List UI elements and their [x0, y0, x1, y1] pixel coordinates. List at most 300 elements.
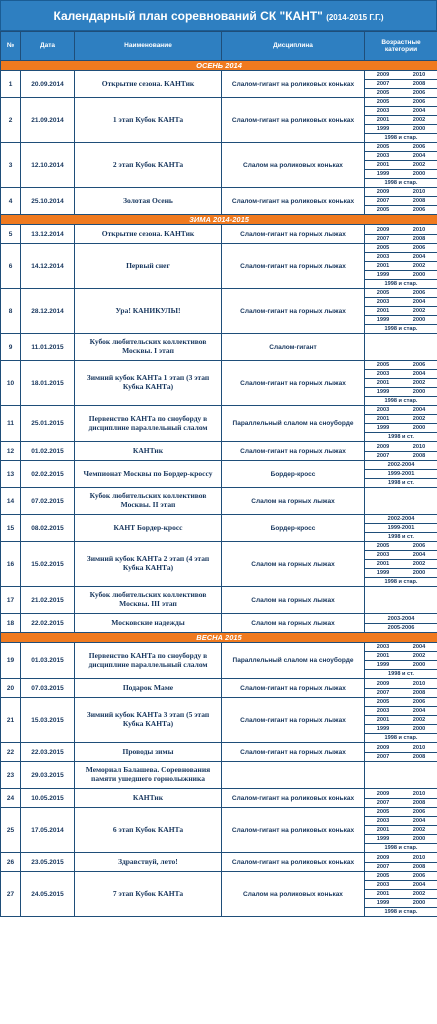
event-date: 22.03.2015 — [21, 743, 75, 762]
event-name: Мемориал Балашева. Соревнования памяти ушедшего горнолыжника — [75, 762, 222, 789]
age-value: 2002-2004 — [387, 516, 415, 522]
event-ages — [365, 334, 437, 361]
season-label: ЗИМА 2014-2015 — [1, 215, 437, 225]
event-ages — [365, 244, 437, 289]
season-label: ОСЕНЬ 2014 — [1, 61, 437, 71]
age-value: 2003 — [376, 818, 390, 824]
event-ages — [365, 442, 437, 461]
age-row — [365, 643, 437, 652]
age-value: 1999-2001 — [387, 525, 415, 531]
age-row — [365, 443, 437, 452]
age-value: 2000 — [412, 836, 426, 842]
age-value: 2000 — [412, 389, 426, 395]
age-value: 2000 — [412, 662, 426, 668]
season-row — [1, 215, 437, 225]
age-row — [365, 280, 437, 288]
age-value: 2003 — [376, 882, 390, 888]
age-row — [365, 179, 437, 187]
event-ages — [365, 98, 437, 143]
age-row — [365, 298, 437, 307]
age-value: 2005-2006 — [387, 624, 415, 631]
age-value: 2004 — [412, 552, 426, 558]
age-row — [365, 206, 437, 214]
age-value: 2000 — [412, 900, 426, 906]
event-ages — [365, 679, 437, 698]
age-value: 2006 — [412, 699, 426, 705]
age-value: 2003 — [376, 299, 390, 305]
age-value: 2002 — [412, 263, 426, 269]
age-row — [365, 253, 437, 262]
age-value: 2008 — [412, 863, 426, 870]
age-value: 2002 — [412, 561, 426, 567]
age-row — [365, 652, 437, 661]
event-discipline: Слалом-гигант на горных лыжах — [222, 289, 365, 334]
event-date: 17.05.2014 — [21, 808, 75, 853]
event-discipline: Слалом-гигант на роликовых коньках — [222, 853, 365, 872]
age-value: 2009 — [376, 680, 390, 687]
event-num: 18 — [1, 614, 21, 633]
event-discipline: Слалом на роликовых коньках — [222, 143, 365, 188]
event-num: 26 — [1, 853, 21, 872]
age-row — [365, 790, 437, 799]
age-row — [365, 89, 437, 97]
event-discipline: Слалом-гигант на горных лыжах — [222, 225, 365, 244]
age-value: 2009 — [376, 189, 390, 195]
age-value: 2002 — [412, 117, 426, 123]
age-value: 2010 — [412, 189, 426, 195]
age-value: 1998 и стар. — [384, 845, 418, 851]
age-row — [365, 624, 437, 632]
event-ages — [365, 461, 437, 488]
event-date: 21.02.2015 — [21, 587, 75, 614]
event-discipline: Бордер-кросс — [222, 461, 365, 488]
age-value: 2010 — [412, 790, 426, 797]
age-value: 2001 — [376, 308, 390, 314]
age-row — [365, 379, 437, 388]
age-row — [365, 515, 437, 524]
age-value: 2004 — [412, 708, 426, 714]
age-value: 1998 и стар. — [384, 735, 418, 741]
age-value: 2007 — [376, 799, 390, 806]
age-value: 1999 — [376, 272, 390, 278]
event-row — [1, 743, 437, 762]
page-title — [0, 0, 437, 31]
age-row — [365, 908, 437, 916]
event-num: 21 — [1, 698, 21, 743]
age-row — [365, 551, 437, 560]
age-value: 2006 — [412, 144, 426, 150]
event-date: 11.01.2015 — [21, 334, 75, 361]
event-row — [1, 334, 437, 361]
event-name: Кубок любительских коллективов Москвы. I этап — [75, 334, 222, 361]
age-value: 2001 — [376, 162, 390, 168]
season-label: ВЕСНА 2015 — [1, 633, 437, 643]
event-date: 25.10.2014 — [21, 188, 75, 215]
age-value: 2000 — [412, 272, 426, 278]
event-num: 11 — [1, 406, 21, 442]
age-value: 2004 — [412, 299, 426, 305]
age-row — [365, 235, 437, 243]
event-date: 08.02.2015 — [21, 515, 75, 542]
age-row — [365, 854, 437, 863]
age-value: 2008 — [412, 198, 426, 204]
age-value: 1998 и ст. — [388, 534, 414, 540]
event-discipline: Слалом-гигант на горных лыжах — [222, 743, 365, 762]
event-date: 02.02.2015 — [21, 461, 75, 488]
age-value: 2001 — [376, 263, 390, 269]
event-name: КАНТ Бордер-кросс — [75, 515, 222, 542]
age-row — [365, 670, 437, 678]
age-value: 2005 — [376, 245, 390, 251]
event-date: 22.02.2015 — [21, 614, 75, 633]
age-row — [365, 826, 437, 835]
age-value: 1998 и стар. — [384, 398, 418, 404]
age-row — [365, 863, 437, 871]
age-row — [365, 744, 437, 753]
event-date: 28.12.2014 — [21, 289, 75, 334]
event-ages — [365, 289, 437, 334]
age-value: 2010 — [412, 226, 426, 233]
age-value: 2004 — [412, 818, 426, 824]
age-value: 2007 — [376, 689, 390, 696]
age-row — [365, 316, 437, 325]
event-ages — [365, 872, 437, 917]
age-value: 2009 — [376, 744, 390, 751]
age-value: 2005 — [376, 207, 390, 213]
age-value: 2002 — [412, 416, 426, 422]
age-value: 1999 — [376, 317, 390, 323]
age-value: 2009 — [376, 790, 390, 797]
age-row — [365, 71, 437, 80]
age-value: 2000 — [412, 171, 426, 177]
age-value: 2007 — [376, 753, 390, 760]
event-name: Чемпионат Москвы по Бордер-кроссу — [75, 461, 222, 488]
age-value: 2006 — [412, 873, 426, 879]
event-date: 29.03.2015 — [21, 762, 75, 789]
event-discipline: Слалом-гигант на горных лыжах — [222, 698, 365, 743]
age-row — [365, 524, 437, 533]
age-value: 2003 — [376, 552, 390, 558]
age-row — [365, 325, 437, 333]
age-value: 1999 — [376, 900, 390, 906]
age-value: 2006 — [412, 362, 426, 368]
age-value: 2010 — [412, 443, 426, 450]
event-row — [1, 808, 437, 853]
age-row — [365, 689, 437, 697]
event-ages — [365, 789, 437, 808]
age-value: 2003 — [376, 254, 390, 260]
event-ages — [365, 188, 437, 215]
age-row — [365, 844, 437, 852]
age-row — [365, 734, 437, 742]
age-value: 2003 — [376, 108, 390, 114]
age-row — [365, 415, 437, 424]
event-row — [1, 762, 437, 789]
event-num: 4 — [1, 188, 21, 215]
age-value: 2003 — [376, 371, 390, 377]
age-row — [365, 817, 437, 826]
age-row — [365, 470, 437, 479]
age-row — [365, 134, 437, 142]
event-row — [1, 71, 437, 98]
event-name: Зимний кубок КАНТа 3 этап (5 этап Кубка КАНТа) — [75, 698, 222, 743]
age-value: 2003-2004 — [387, 615, 415, 622]
event-ages — [365, 614, 437, 633]
age-row — [365, 707, 437, 716]
age-value: 2006 — [412, 245, 426, 251]
schedule-table — [0, 31, 437, 917]
event-discipline: Слалом-гигант на горных лыжах — [222, 244, 365, 289]
event-discipline: Слалом-гигант на роликовых коньках — [222, 808, 365, 853]
event-ages — [365, 406, 437, 442]
age-value: 1999 — [376, 726, 390, 732]
event-date: 01.03.2015 — [21, 643, 75, 679]
age-value: 1998 и ст. — [388, 434, 414, 440]
event-num: 17 — [1, 587, 21, 614]
event-num: 25 — [1, 808, 21, 853]
event-date: 07.02.2015 — [21, 488, 75, 515]
event-discipline: Слалом на горных лыжах — [222, 488, 365, 515]
age-value: 2006 — [412, 99, 426, 105]
age-value: 2010 — [412, 744, 426, 751]
event-row — [1, 853, 437, 872]
event-num: 12 — [1, 442, 21, 461]
event-date: 18.01.2015 — [21, 361, 75, 406]
event-row — [1, 143, 437, 188]
age-row — [365, 461, 437, 470]
event-ages — [365, 762, 437, 789]
age-row — [365, 725, 437, 734]
event-row — [1, 488, 437, 515]
event-date: 14.12.2014 — [21, 244, 75, 289]
event-discipline: Слалом на горных лыжах — [222, 614, 365, 633]
age-value: 2010 — [412, 72, 426, 78]
age-value: 2005 — [376, 699, 390, 705]
event-num: 24 — [1, 789, 21, 808]
age-value: 2008 — [412, 799, 426, 806]
event-discipline: Слалом-гигант на роликовых коньках — [222, 98, 365, 143]
event-ages — [365, 743, 437, 762]
age-row — [365, 698, 437, 707]
age-value: 2005 — [376, 543, 390, 549]
age-value: 2001 — [376, 416, 390, 422]
age-row — [365, 578, 437, 586]
age-value: 2006 — [412, 90, 426, 96]
event-row — [1, 98, 437, 143]
age-value: 2008 — [412, 235, 426, 242]
event-discipline: Слалом на горных лыжах — [222, 542, 365, 587]
age-row — [365, 808, 437, 817]
title-years: (2014-2015 Г.Г.) — [326, 13, 384, 22]
event-num: 22 — [1, 743, 21, 762]
event-row — [1, 361, 437, 406]
event-name: Открытие сезона. КАНТик — [75, 225, 222, 244]
age-row — [365, 433, 437, 441]
event-date: 10.05.2015 — [21, 789, 75, 808]
event-ages — [365, 587, 437, 614]
age-value: 2002 — [412, 891, 426, 897]
age-value: 2002-2004 — [387, 462, 415, 468]
age-value: 2005 — [376, 90, 390, 96]
age-value: 2007 — [376, 235, 390, 242]
event-num: 5 — [1, 225, 21, 244]
header-num: № — [1, 32, 21, 61]
age-row — [365, 152, 437, 161]
age-value: 2001 — [376, 117, 390, 123]
age-value: 1999 — [376, 389, 390, 395]
event-num: 23 — [1, 762, 21, 789]
header-date: Дата — [21, 32, 75, 61]
age-value: 2004 — [412, 153, 426, 159]
age-value: 1998 и стар. — [384, 180, 418, 186]
event-discipline: Слалом-гигант на горных лыжах — [222, 679, 365, 698]
event-date: 07.03.2015 — [21, 679, 75, 698]
event-row — [1, 406, 437, 442]
event-date: 20.09.2014 — [21, 71, 75, 98]
age-row — [365, 388, 437, 397]
season-row — [1, 61, 437, 71]
age-value: 1999 — [376, 836, 390, 842]
age-value: 2008 — [412, 689, 426, 696]
event-num: 2 — [1, 98, 21, 143]
event-date: 15.03.2015 — [21, 698, 75, 743]
age-row — [365, 899, 437, 908]
age-row — [365, 370, 437, 379]
age-value: 2001 — [376, 717, 390, 723]
age-value: 1999-2001 — [387, 471, 415, 477]
age-value: 2005 — [376, 99, 390, 105]
header-row — [1, 32, 437, 61]
event-name: Открытие сезона. КАНТик — [75, 71, 222, 98]
age-value: 1998 и ст. — [388, 671, 414, 677]
event-row — [1, 188, 437, 215]
event-row — [1, 442, 437, 461]
age-row — [365, 170, 437, 179]
age-row — [365, 835, 437, 844]
age-value: 2004 — [412, 108, 426, 114]
event-ages — [365, 808, 437, 853]
event-row — [1, 515, 437, 542]
age-value: 2008 — [412, 81, 426, 87]
age-value: 2003 — [376, 153, 390, 159]
header-discipline: Дисциплина — [222, 32, 365, 61]
event-name: Зимний кубок КАНТа 2 этап (4 этап Кубка КАНТа) — [75, 542, 222, 587]
age-value: 2010 — [412, 680, 426, 687]
age-value: 1999 — [376, 425, 390, 431]
event-name: Золотая Осень — [75, 188, 222, 215]
event-ages — [365, 643, 437, 679]
title-main: Календарный план соревнований СК "КАНТ" — [53, 9, 323, 23]
age-row — [365, 262, 437, 271]
event-ages — [365, 515, 437, 542]
age-row — [365, 569, 437, 578]
age-value: 2007 — [376, 863, 390, 870]
age-row — [365, 479, 437, 487]
age-row — [365, 116, 437, 125]
age-row — [365, 226, 437, 235]
age-value: 1998 и стар. — [384, 326, 418, 332]
event-name: Первенство КАНТа по сноуборду в дисциплине параллельный слалом — [75, 406, 222, 442]
event-num: 16 — [1, 542, 21, 587]
age-row — [365, 753, 437, 761]
age-value: 2005 — [376, 144, 390, 150]
event-discipline: Слалом на роликовых коньках — [222, 872, 365, 917]
event-discipline: Слалом-гигант — [222, 334, 365, 361]
age-value: 2000 — [412, 425, 426, 431]
age-row — [365, 680, 437, 689]
age-row — [365, 661, 437, 670]
age-row — [365, 406, 437, 415]
age-value: 2002 — [412, 162, 426, 168]
event-row — [1, 614, 437, 633]
age-value: 2009 — [376, 226, 390, 233]
age-value: 2004 — [412, 882, 426, 888]
event-date: 21.09.2014 — [21, 98, 75, 143]
age-value: 2009 — [376, 443, 390, 450]
event-ages — [365, 71, 437, 98]
event-ages — [365, 853, 437, 872]
age-value: 2002 — [412, 380, 426, 386]
event-name: 1 этап Кубок КАНТа — [75, 98, 222, 143]
age-row — [365, 424, 437, 433]
age-value: 1998 и стар. — [384, 281, 418, 287]
age-row — [365, 271, 437, 280]
event-num: 13 — [1, 461, 21, 488]
age-value: 2002 — [412, 717, 426, 723]
event-discipline: Слалом-гигант на роликовых коньках — [222, 71, 365, 98]
event-discipline: Параллельный слалом на сноуборде — [222, 406, 365, 442]
age-value: 2004 — [412, 407, 426, 413]
age-value: 2002 — [412, 827, 426, 833]
event-row — [1, 872, 437, 917]
age-row — [365, 361, 437, 370]
event-name: Ура! КАНИКУЛЫ! — [75, 289, 222, 334]
age-row — [365, 107, 437, 116]
event-ages — [365, 488, 437, 515]
event-ages — [365, 361, 437, 406]
event-num: 15 — [1, 515, 21, 542]
event-name: 6 этап Кубок КАНТа — [75, 808, 222, 853]
event-discipline: Слалом на горных лыжах — [222, 587, 365, 614]
event-date: 15.02.2015 — [21, 542, 75, 587]
age-value: 2008 — [412, 452, 426, 459]
age-value: 1998 и стар. — [384, 909, 418, 915]
header-name: Наименование — [75, 32, 222, 61]
age-value: 2006 — [412, 207, 426, 213]
event-name: 2 этап Кубок КАНТа — [75, 143, 222, 188]
event-ages — [365, 225, 437, 244]
event-name: КАНТик — [75, 442, 222, 461]
age-value: 2004 — [412, 644, 426, 650]
event-num: 10 — [1, 361, 21, 406]
event-num: 9 — [1, 334, 21, 361]
age-value: 2000 — [412, 726, 426, 732]
age-value: 2007 — [376, 81, 390, 87]
age-value: 1998 и стар. — [384, 135, 418, 141]
event-date: 23.05.2015 — [21, 853, 75, 872]
event-discipline: Слалом-гигант на горных лыжах — [222, 442, 365, 461]
age-row — [365, 542, 437, 551]
schedule-body — [1, 61, 437, 917]
age-row — [365, 452, 437, 460]
event-date: 01.02.2015 — [21, 442, 75, 461]
age-value: 2000 — [412, 126, 426, 132]
age-row — [365, 615, 437, 624]
age-value: 2003 — [376, 644, 390, 650]
age-row — [365, 716, 437, 725]
event-row — [1, 225, 437, 244]
age-row — [365, 197, 437, 206]
